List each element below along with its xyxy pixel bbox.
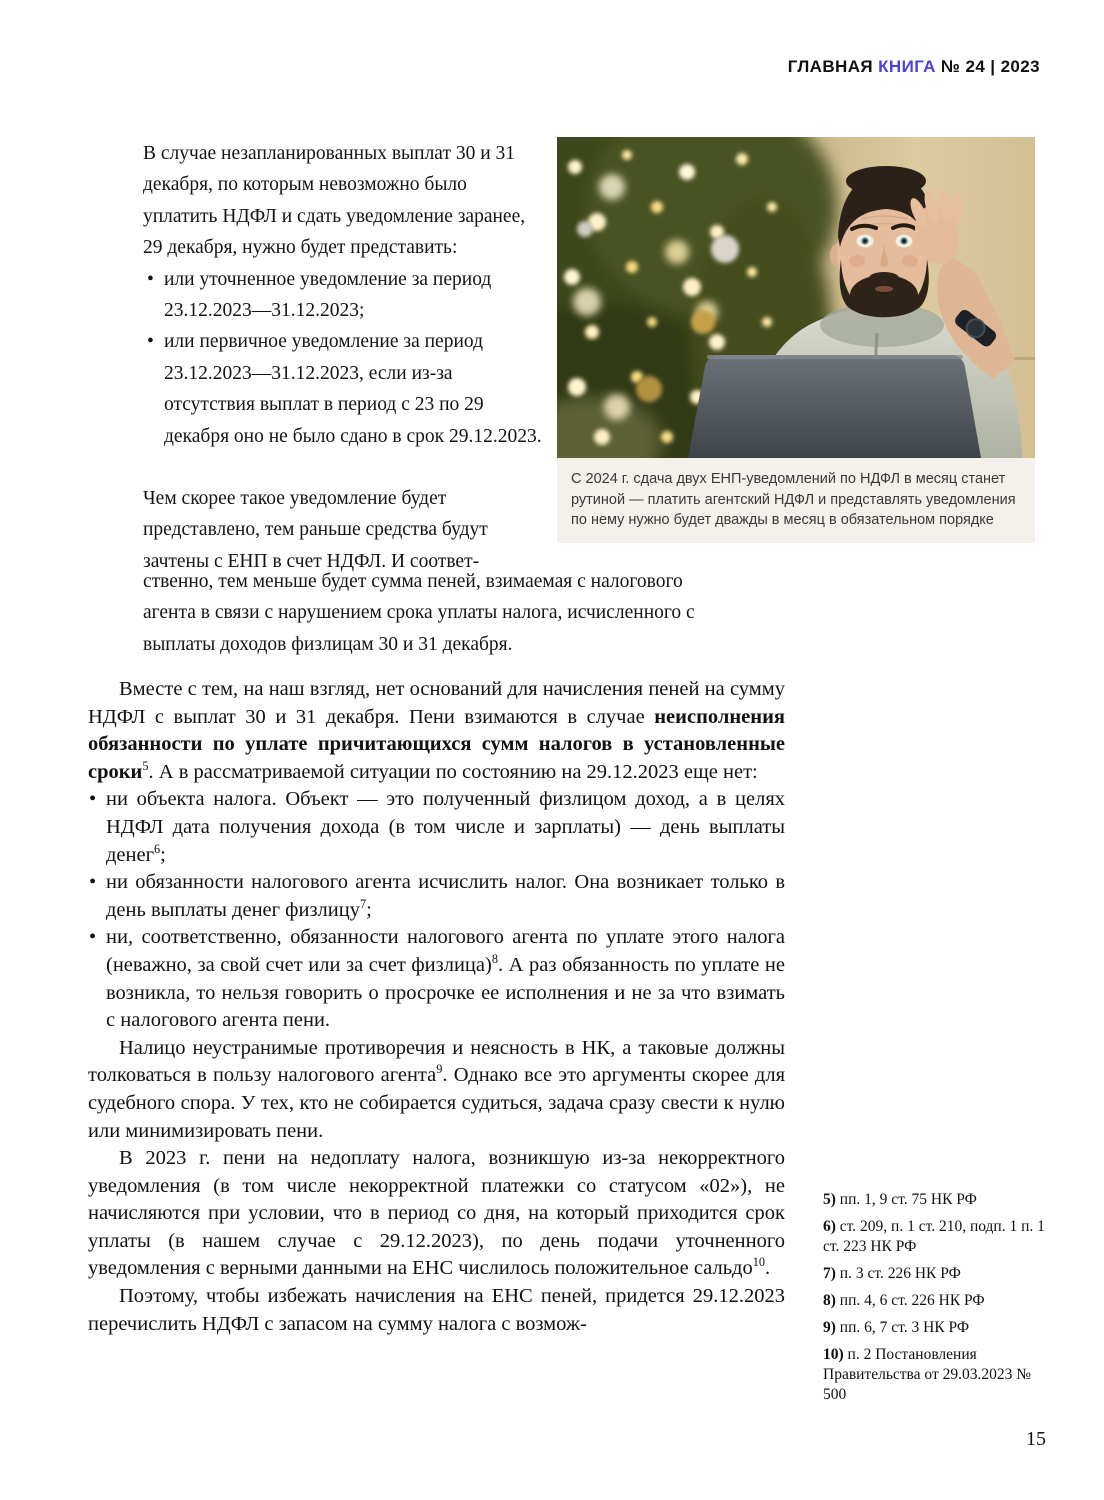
body-bullet-2: • ни обязанности налогового агента исчислить налог. Она возникает только в день выплаты денег физлицу$^7$; — [88, 869, 785, 924]
photo-illustration — [557, 137, 1035, 458]
intro-lead-paragraph: В случае незапланированных выплат 30 и 31 декабря, по которым невозможно было уплатить НДФЛ и сдать уведомление заранее, 29 декабря, нужно будет представить: — [143, 143, 526, 259]
footnote-number: 10) — [823, 1346, 844, 1363]
photo-block — [557, 137, 1035, 543]
footnote-number: 6) — [823, 1218, 836, 1235]
body-paragraph-4: Поэтому, чтобы избежать начисления на ЕНС пеней, придется 29.12.2023 перечислить НДФЛ с запасом на сумму налога с возмож- — [88, 1285, 785, 1335]
masthead — [788, 57, 1040, 77]
article-body — [88, 676, 785, 1338]
body-paragraph-1: Вместе с тем, на наш взгляд, нет оснований для начисления пеней на сумму НДФЛ с выплат 30 и 31 декабря. Пени взимаются в случае неисполнения обязанности по уплате причитающихся сумм налогов в установленные сроки$^5$. А в рассматриваемой ситуации по состоянию на 29.12.2023 еще нет: — [88, 678, 785, 783]
intro-continuation-wide: ственно, тем меньше будет сумма пеней, взимаемая с налогового агента в связи с нарушением срока уплаты налога, исчисленного с выплаты доходов физлицам 30 и 31 декабря. — [143, 571, 695, 655]
footnote-text: пп. 1, 9 ст. 75 НК РФ — [839, 1191, 977, 1208]
footnote-6 — [823, 1217, 1045, 1257]
footnote-number: 8) — [823, 1292, 836, 1309]
footnote-10 — [823, 1345, 1045, 1405]
body-paragraph-2: Налицо неустранимые противоречия и неясность в НК, а таковые должны толковаться в пользу налогового агента$^9$. Однако все это аргументы скорее для судебного спора. У тех, кто не собирается судиться, задача сразу свести к нулю или минимизировать пени. — [88, 1036, 786, 1142]
footnote-9 — [823, 1318, 1045, 1338]
intro-bullet-1: • или уточненное уведомление за период 23.12.2023—31.12.2023; — [143, 264, 545, 327]
photo-caption: С 2024 г. сдача двух ЕНП-уведомлений по НДФЛ в месяц станет рутиной — платить агентский НДФЛ и представлять уведомления по нему нужно будет дважды в месяц в обязательном порядке — [557, 458, 1035, 543]
masthead-issue: № 24 | 2023 — [940, 57, 1040, 76]
footnote-7 — [823, 1264, 1045, 1284]
intro-column — [143, 138, 545, 577]
intro-continuation-narrow: Чем скорее такое уведомление будет представлено, тем раньше средства будут зачтены с ЕНП в счет НДФЛ. И соответ- — [143, 488, 488, 572]
masthead-brand-accent: КНИГА — [878, 57, 936, 76]
footnote-number: 9) — [823, 1319, 836, 1336]
body-paragraph-3: В 2023 г. пени на недоплату налога, возникшую из-за некорректного уведомления (в том числе некорректной платежки со статусом «02»), не начисляются при условии, что в период со дня, на который приходится срок уплаты (в нашем случае с 29.12.2023), по день подачи уточненного уведомления с верными данными на ЕНС числилось положительное сальдо$^{10}$. — [88, 1147, 785, 1280]
footnote-number: 7) — [823, 1265, 836, 1282]
masthead-brand-black: ГЛАВНАЯ — [787, 57, 874, 76]
footnote-5 — [823, 1190, 1045, 1210]
body-bullet-1: • ни объекта налога. Объект — это полученный физлицом доход, а в целях НДФЛ дата получения дохода (в том числе и зарплаты) — день выплаты денег$^6$; — [88, 786, 785, 869]
footnote-number: 5) — [823, 1191, 836, 1208]
footnote-text: пп. 6, 7 ст. 3 НК РФ — [839, 1319, 970, 1336]
page-number: 15 — [1026, 1428, 1046, 1450]
footnote-8 — [823, 1291, 1045, 1311]
footnotes-column — [823, 1190, 1045, 1412]
footnote-text: пп. 4, 6 ст. 226 НК РФ — [839, 1292, 985, 1309]
body-bullet-3: • ни, соответственно, обязанности налогового агента по уплате этого налога (неважно, за свой счет или за счет физлица)$^8$. А раз обязанность по уплате не возникла, то нельзя говорить о просрочке ее исполнения и не за что взимать с налогового агента пени. — [88, 924, 785, 1034]
footnote-text: п. 3 ст. 226 НК РФ — [839, 1265, 961, 1282]
footnote-text: ст. 209, п. 1 ст. 210, подп. 1 п. 1 ст. 223 НК РФ — [823, 1218, 1045, 1255]
photo-man-at-laptop-christmas-tree — [557, 137, 1035, 458]
footnote-text: п. 2 Постановления Правительства от 29.03.2023 № 500 — [823, 1346, 1032, 1403]
intro-bullet-2: • или первичное уведомление за период 23.12.2023—31.12.2023, если из-за отсутствия выплат в период с 23 по 29 декабря оно не было сдано в срок 29.12.2023. — [143, 326, 545, 452]
